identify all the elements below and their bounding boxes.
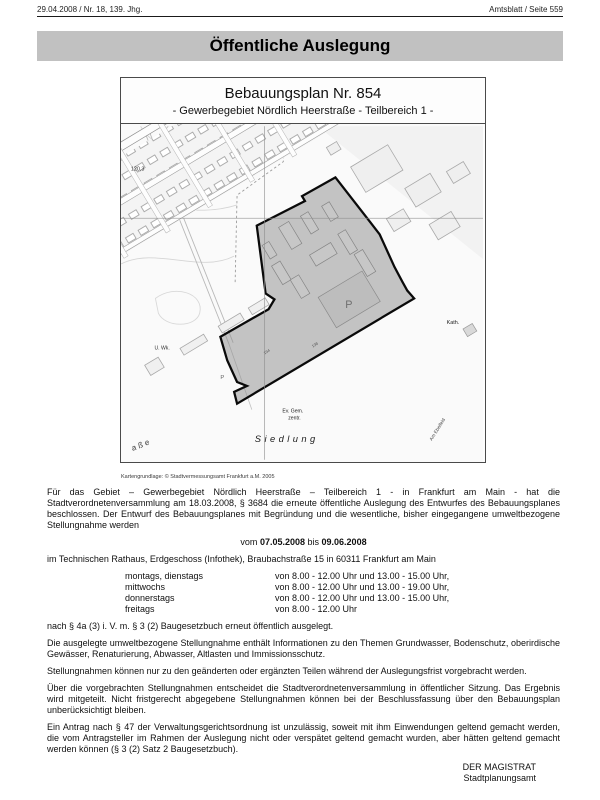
plan-box-header (121, 78, 485, 124)
map-label-street-am-ebelfeld: Am Ebelfeld (429, 417, 448, 443)
paragraph-5: Über die vorgebrachten Stellungnahmen entscheidet die Stadtverordnetenversammlung in öffentlicher Sitzung. Das Ergebnis wird mitgeteilt. Nicht fristgerecht abgegebene Stellungnahmen können bei der Beschlussfassung über den Bebauungsplan unberücksichtigt bleiben. (47, 683, 560, 715)
paragraph-3: Die ausgelegte umweltbezogene Stellungnahme enthält Informationen zu den Themen Grundwasser, Bodenschutz, oberirdische Gewässer, Renaturierung, Abwasser, Altlasten und Immissionsschutz. (47, 638, 560, 659)
date-conjunction: bis (307, 537, 320, 547)
paragraph-1: Für das Gebiet – Gewerbegebiet Nördlich Heerstraße – Teilbereich 1 - in Frankfurt am Main - hat die Stadtverordnetenversammlung am 18.03.2008, § 3684 die erneute öffentliche Auslegung des Entwurfes des Bebauungsplanes beschlossen. Der Entwurf des Bebauungsplanes mit Begründung und die wesentliche, bisher eingegangene umweltbezogene Stellungnahme werden (47, 487, 560, 530)
map-credit: Kartengrundlage: © Stadtvermessungsamt Frankfurt a.M. 2005 (121, 474, 275, 480)
location-line: im Technischen Rathaus, Erdgeschoss (Infothek), Braubachstraße 15 in 60311 Frankfurt am Main (47, 554, 436, 564)
map-label-parking-small: P (220, 375, 225, 382)
opening-hours-table (125, 571, 560, 615)
paragraph-4: Stellungnahmen können nur zu den geänderten oder ergänzten Teilen während der Auslegungsfrist vorgebracht werden. (47, 666, 527, 676)
schedule-row (125, 571, 560, 582)
map-label-street-partial: aße (130, 436, 153, 453)
schedule-days: mittwochs (125, 582, 166, 592)
date-from: 07.05.2008 (259, 537, 305, 547)
paragraph-2: nach § 4a (3) i. V. m. § 3 (2) Baugesetzbuch erneut öffentlich ausgelegt. (47, 621, 334, 631)
paragraph-6: Ein Antrag nach § 47 der Verwaltungsgerichtsordnung ist unzulässig, soweit mit ihm Einwendungen geltend gemacht werden, die vom Antragsteller im Rahmen der Auslegung nicht oder verspätet geltend gemacht wurden, aber hätten geltend gemacht werden können (§ 3 (2) Satz 2 Baugesetzbuch). (47, 722, 560, 754)
plan-subtitle: - Gewerbegebiet Nördlich Heerstraße - Teilbereich 1 - (172, 105, 434, 117)
notice-body (47, 487, 560, 783)
signature-authority: DER MAGISTRAT (462, 762, 536, 772)
map-label-parking-large: P (345, 299, 353, 312)
map-label-transformer: U. Wk. (154, 345, 170, 352)
header-page-info: Amtsblatt / Seite 559 (489, 5, 563, 14)
signature-department: Stadtplanungsamt (463, 772, 536, 783)
map-label-church: Kath. (446, 319, 460, 326)
site-map (121, 124, 483, 462)
signature-block (47, 762, 560, 783)
schedule-days: montags, dienstags (125, 571, 204, 581)
date-prefix: vom (240, 537, 258, 547)
map-label-house-no-2: 138 (310, 340, 319, 349)
map-label-community-1: Ev. Gem. (282, 408, 304, 415)
schedule-days: freitags (125, 604, 155, 614)
map-label-settlement: Siedlung (254, 434, 319, 445)
section-banner (37, 31, 563, 61)
header-issue-info: 29.04.2008 / Nr. 18, 139. Jhg. (37, 5, 143, 14)
map-label-house-no-1: 194 (262, 347, 271, 356)
schedule-hours: von 8.00 - 12.00 Uhr und 13.00 - 19.00 Uhr, (275, 582, 450, 592)
plan-box (120, 77, 486, 463)
schedule-days: donnerstags (125, 593, 175, 603)
banner-title: Öffentliche Auslegung (209, 36, 391, 55)
schedule-row (125, 593, 560, 604)
header-divider (37, 16, 563, 17)
date-range (47, 537, 560, 548)
plan-title: Bebauungsplan Nr. 854 (224, 85, 382, 102)
schedule-row (125, 582, 560, 593)
map-label-elevation: 120,3 (130, 166, 145, 173)
map-label-community-2: zentr. (288, 415, 301, 422)
schedule-hours: von 8.00 - 12.00 Uhr (275, 604, 358, 614)
schedule-hours: von 8.00 - 12.00 Uhr und 13.00 - 15.00 Uhr, (275, 571, 450, 581)
schedule-hours: von 8.00 - 12.00 Uhr und 13.00 - 15.00 Uhr, (275, 593, 450, 603)
date-to: 09.06.2008 (321, 537, 367, 547)
schedule-row (125, 604, 560, 615)
